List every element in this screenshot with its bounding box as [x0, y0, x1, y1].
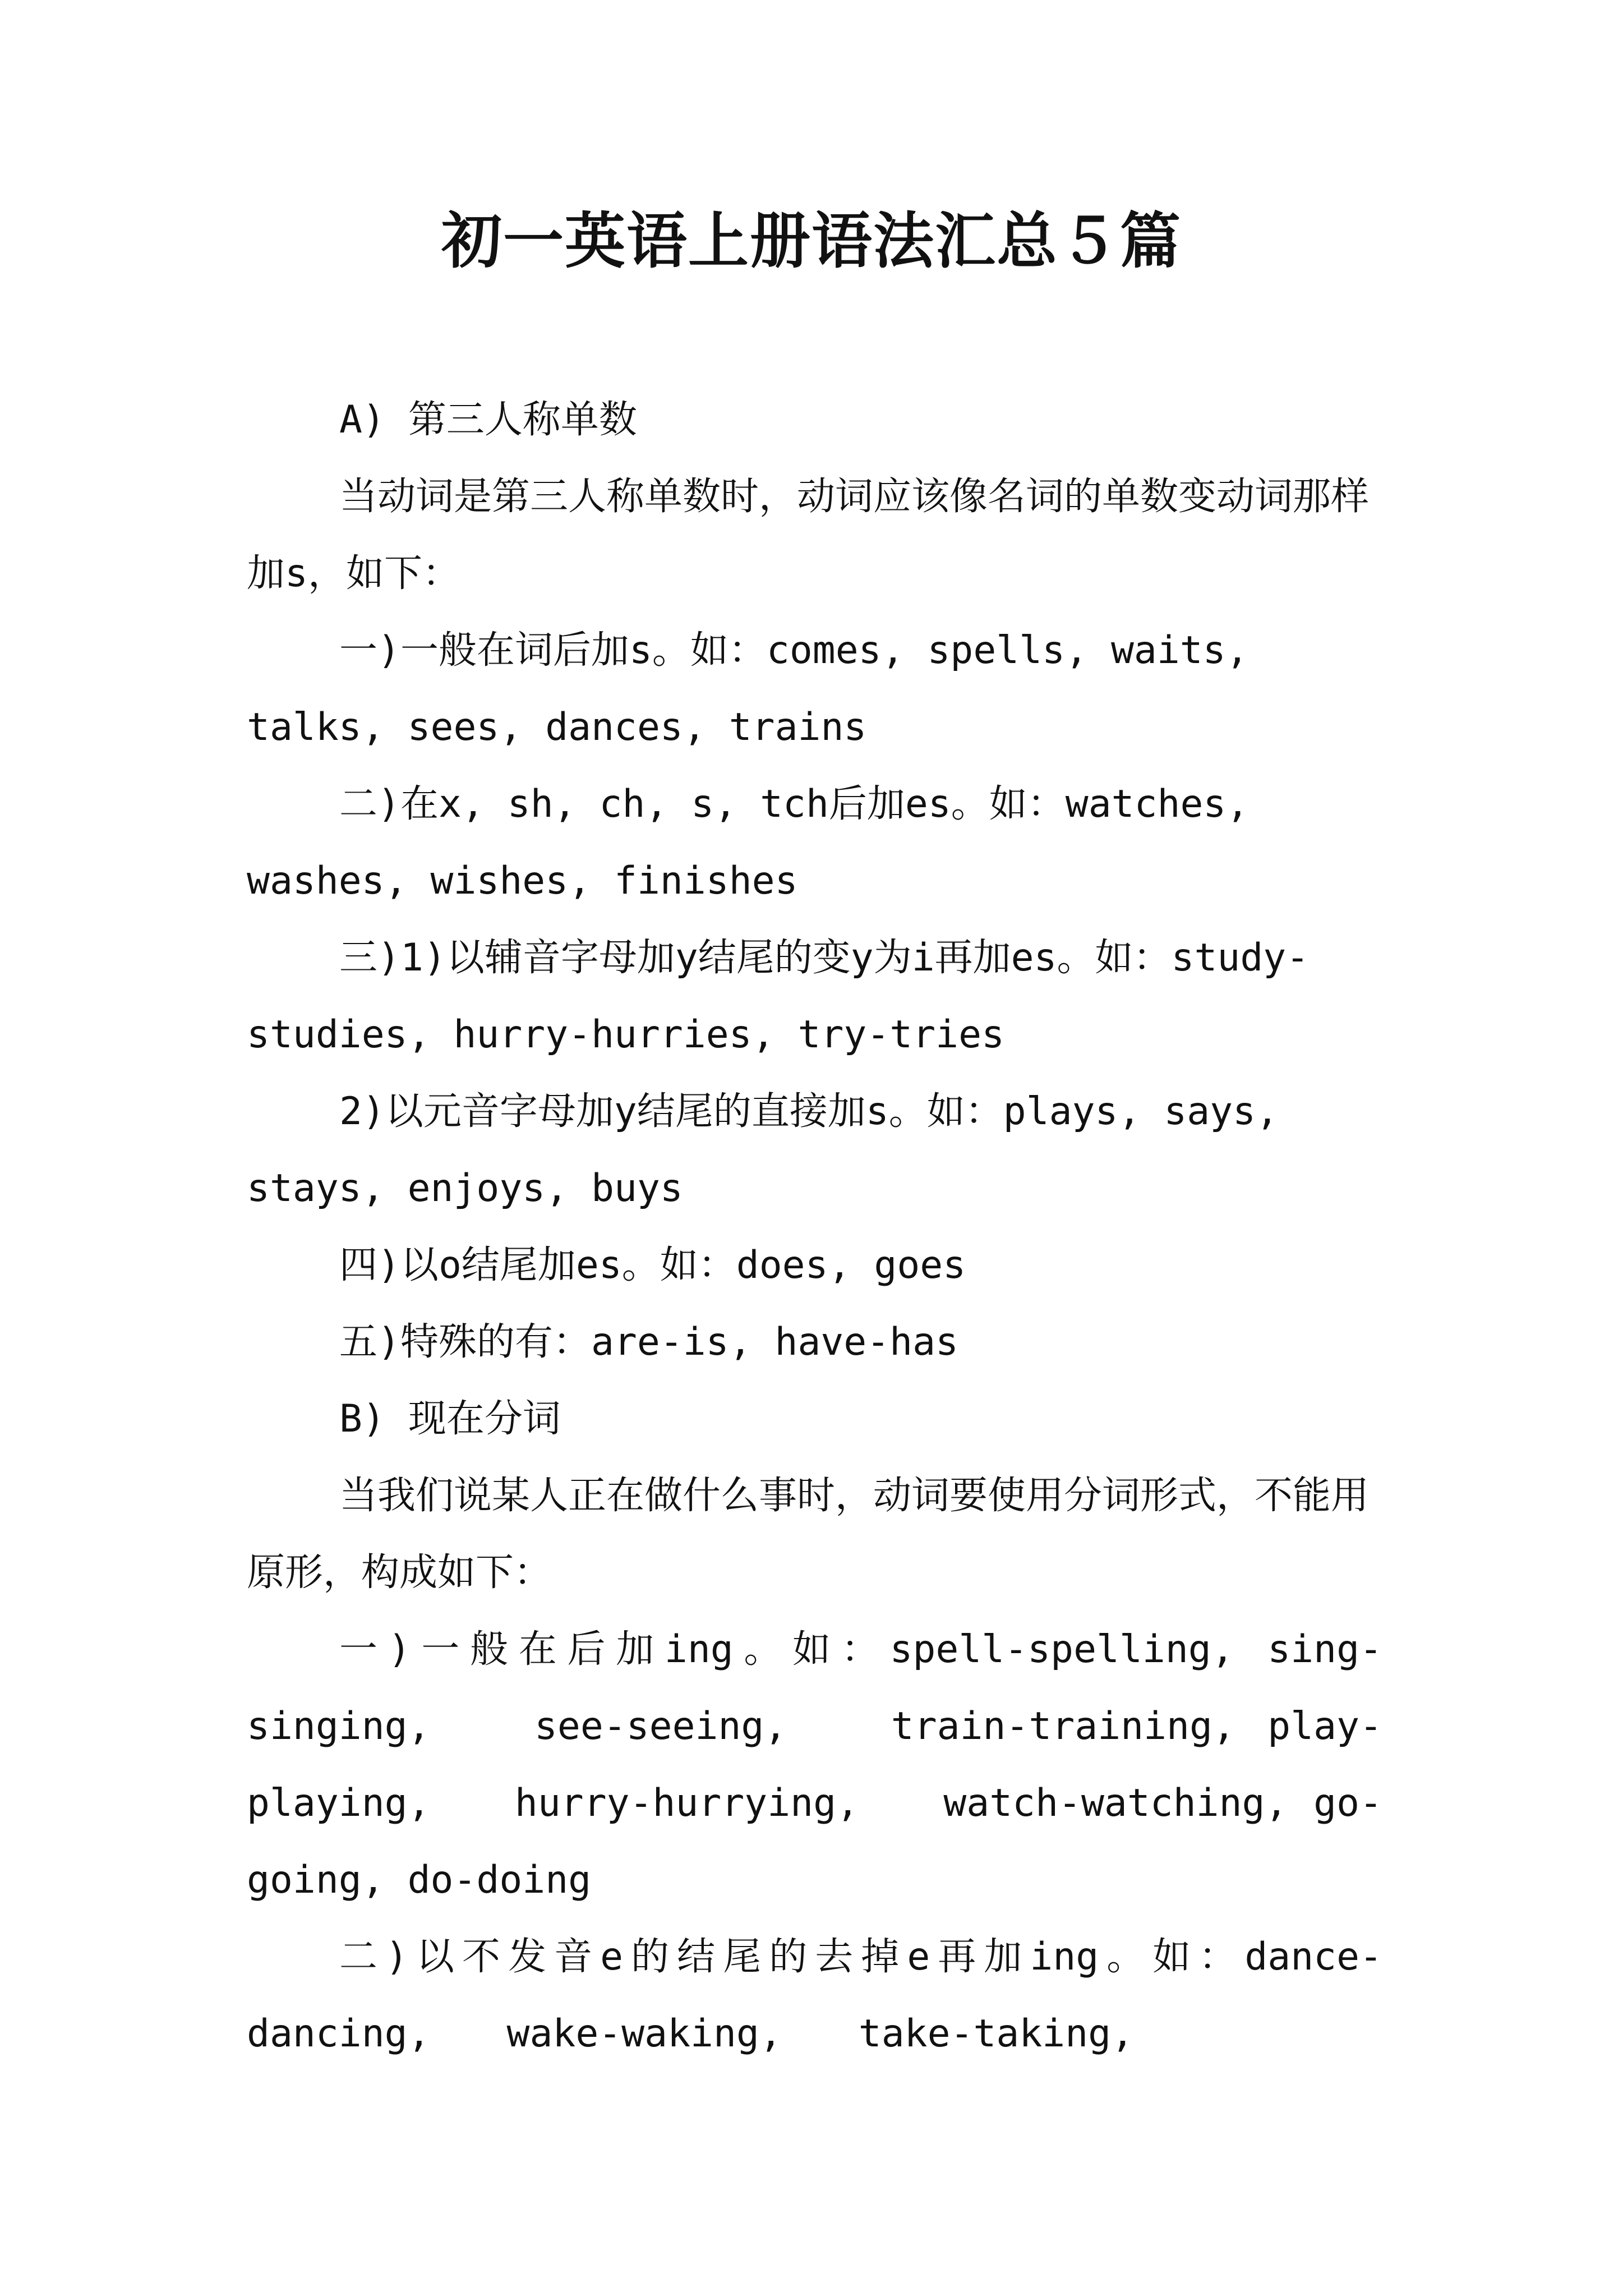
participle-rule-two-drop-e: 二)以不发音e的结尾的去掉e再加ing。如：dance-dancing, wake-waking, take-taking, [247, 1935, 1382, 2056]
rule-vowel-y-add-s: 2)以元音字母加y结尾的直接加s。如：plays, says, stays, enjoys, buys [247, 1089, 1279, 1211]
rule-five-special: 五)特殊的有：are-is, have-has [339, 1320, 958, 1364]
rule-two-add-es: 二)在x, sh, ch, s, tch后加es。如：watches, washes, wishes, finishes [247, 782, 1249, 903]
paragraph-participle-intro: 当我们说某人正在做什么事时，动词要使用分词形式，不能用原形，构成如下： [247, 1474, 1370, 1595]
rule-one-add-s: 一)一般在词后加s。如：comes, spells, waits, talks, sees, dances, trains [247, 628, 1249, 749]
document-body [247, 381, 1382, 2072]
rule-three-y-to-ies: 三)1)以辅音字母加y结尾的变y为i再加es。如：study-studies, hurry-hurries, try-tries [247, 936, 1310, 1057]
rule-four-o-add-es: 四)以o结尾加es。如：does, goes [339, 1243, 966, 1287]
document-title: 初一英语上册语法汇总５篇 [441, 206, 1182, 277]
section-heading-b: B) 现在分词 [339, 1397, 561, 1441]
section-heading-a: A) 第三人称单数 [339, 398, 637, 442]
participle-rule-one-add-ing: 一)一般在后加ing。如：spell-spelling, sing-singing, see-seeing, train-training, play-playing, hurry-hurrying, watch-watching, go-going, do-doing [247, 1627, 1382, 1902]
paragraph-third-person-intro: 当动词是第三人称单数时，动词应该像名词的单数变动词那样加s，如下： [247, 475, 1370, 596]
